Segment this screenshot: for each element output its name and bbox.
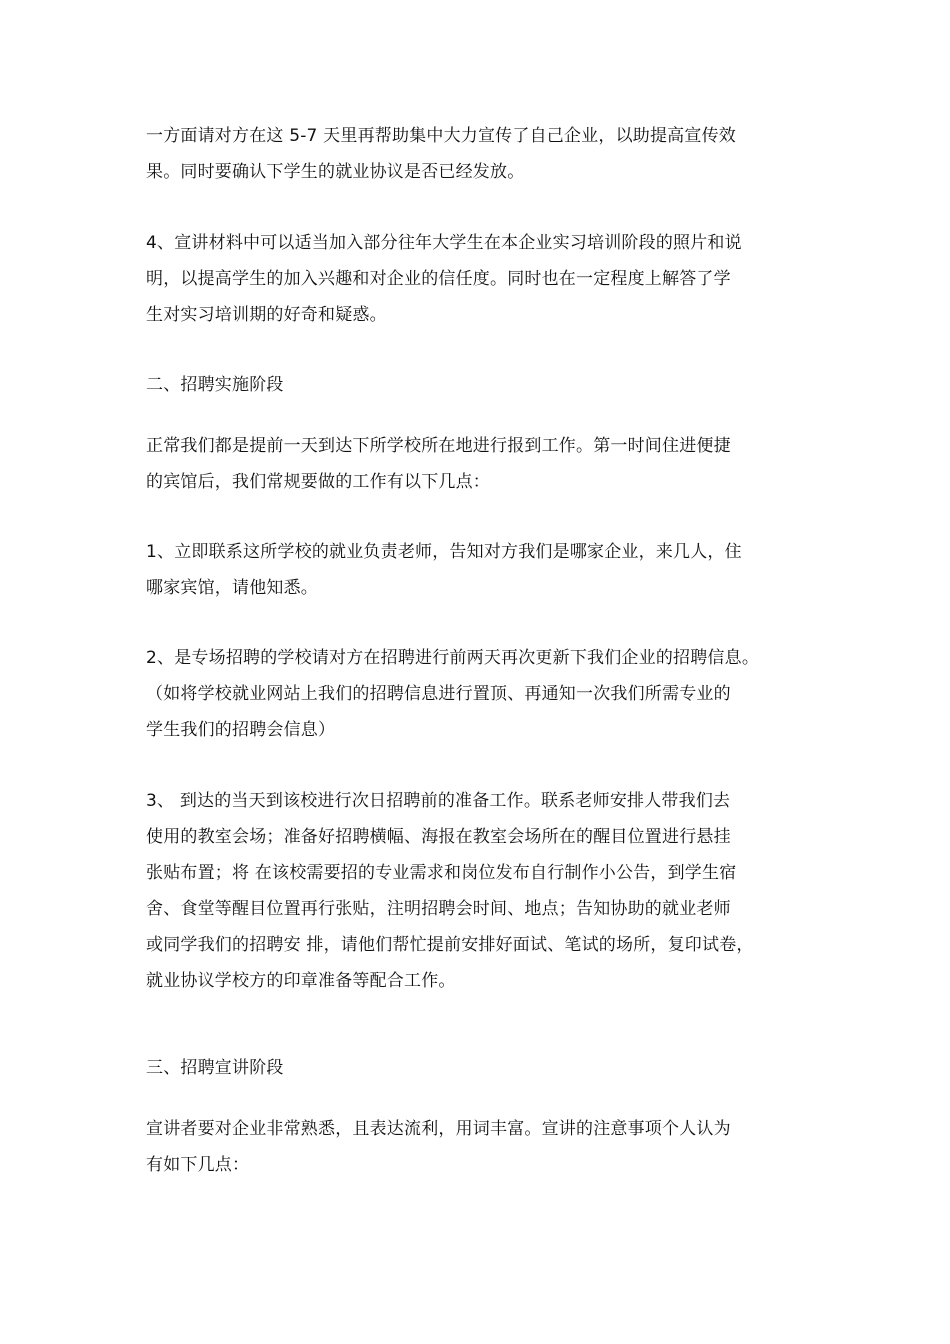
text-line: 1、立即联系这所学校的就业负责老师，告知对方我们是哪家企业，来几人，住 <box>146 542 742 562</box>
text-line: 正常我们都是提前一天到达下所学校所在地进行报到工作。第一时间住进便捷 <box>146 436 731 456</box>
text-line: 使用的教室会场；准备好招聘横幅、海报在教室会场所在的醒目位置进行悬挂 <box>146 827 731 847</box>
paragraph-item-4 <box>146 225 806 333</box>
paragraph-publicity-followup <box>146 118 806 190</box>
text-line: 宣讲者要对企业非常熟悉，且表达流利，用词丰富。宣讲的注意事项个人认为 <box>146 1119 731 1139</box>
text-line: （如将学校就业网站上我们的招聘信息进行置顶、再通知一次我们所需专业的 <box>146 684 731 704</box>
text-line: 学生我们的招聘会信息） <box>146 720 336 740</box>
text-line: 一方面请对方在这 5-7 天里再帮助集中大力宣传了自己企业，以助提高宣传效 <box>146 126 736 146</box>
section-heading-implementation <box>146 367 806 403</box>
heading-line: 三、招聘宣讲阶段 <box>146 1058 284 1078</box>
paragraph-presenter <box>146 1111 806 1183</box>
text-line: 生对实习培训期的好奇和疑惑。 <box>146 305 387 325</box>
text-line: 或同学我们的招聘安 排，请他们帮忙提前安排好面试、笔试的场所，复印试卷， <box>146 935 754 955</box>
text-line: 就业协议学校方的印章准备等配合工作。 <box>146 971 456 991</box>
paragraph-arrival <box>146 428 806 500</box>
heading-line: 二、招聘实施阶段 <box>146 375 284 395</box>
text-line: 舍、食堂等醒目位置再行张贴，注明招聘会时间、地点；告知协助的就业老师 <box>146 899 731 919</box>
text-line: 4、宣讲材料中可以适当加入部分往年大学生在本企业实习培训阶段的照片和说 <box>146 233 742 253</box>
text-line: 的宾馆后，我们常规要做的工作有以下几点： <box>146 472 490 492</box>
text-line: 2、是专场招聘的学校请对方在招聘进行前两天再次更新下我们企业的招聘信息。 <box>146 648 760 668</box>
paragraph-item-2 <box>146 640 806 748</box>
text-line: 3、 到达的当天到该校进行次日招聘前的准备工作。联系老师安排人带我们去 <box>146 791 731 811</box>
text-line: 张贴布置；将 在该校需要招的专业需求和岗位发布自行制作小公告，到学生宿 <box>146 863 737 883</box>
section-heading-presentation <box>146 1050 806 1086</box>
text-line: 哪家宾馆，请他知悉。 <box>146 578 318 598</box>
text-line: 果。同时要确认下学生的就业协议是否已经发放。 <box>146 162 525 182</box>
text-line: 明，以提高学生的加入兴趣和对企业的信任度。同时也在一定程度上解答了学 <box>146 269 731 289</box>
text-line: 有如下几点： <box>146 1155 250 1175</box>
paragraph-item-3 <box>146 783 806 999</box>
paragraph-item-1 <box>146 534 806 606</box>
